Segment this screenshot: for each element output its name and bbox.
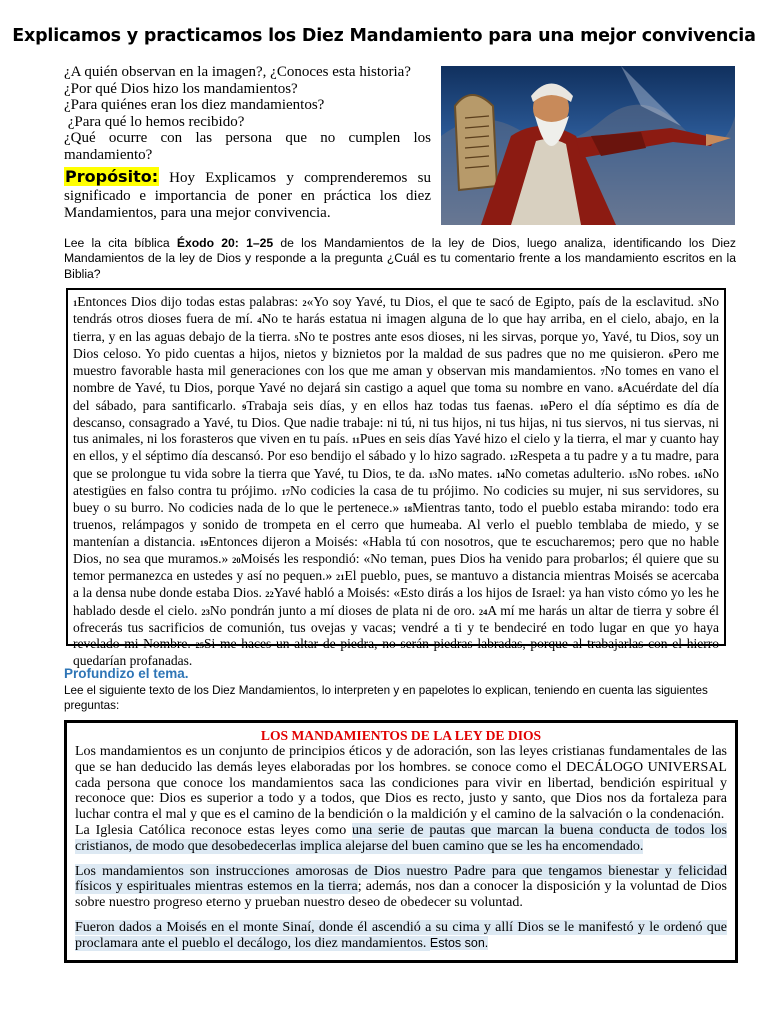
verse-text: No tendrás otros dioses fuera de mí.: [73, 294, 719, 327]
paragraph-catholic-church: [75, 823, 727, 855]
verse-text: No te harás estatua ni imagen alguna de lo que hay arriba, en el cielo, abajo, en la tierra, y en las aguas debajo de la tierra.: [73, 311, 719, 344]
verse-number: 7: [600, 367, 605, 377]
verse-number: 1: [73, 298, 78, 308]
verse-text: Pues en seis días Yavé hizo el cielo y la tierra, el mar y cuanto hay en ellos, y el séptimo día descansó. Por eso bendijo el sábado y lo hizo sagrado.: [73, 431, 719, 464]
verse-text: Pero me muestro favorable hasta mil generaciones con los que me aman y observan mis mandamientos.: [73, 345, 719, 378]
verse-text: No codicies la casa de tu prójimo. No codicies su mujer, ni sus servidores, su buey o su burro. No codicies nada de lo que le pertenece.»: [73, 482, 720, 515]
verse-number: 13: [428, 469, 438, 480]
verse-number: 15: [628, 469, 638, 480]
verse-text: No atestigües en falso contra tu prójimo.: [73, 465, 719, 498]
purpose-text: Hoy Explicamos y comprenderemos su significado e importancia de poner en práctica los diez Mandamientos, para una mejor convivencia.: [64, 170, 431, 221]
verse-text: Trabaja seis días, y en ellos haz todas tus faenas.: [246, 397, 540, 413]
verse-text: No mates.: [437, 465, 497, 481]
bible-citation: Éxodo 20: 1–25: [176, 236, 274, 250]
verse-text: A mí me harás un altar de tierra y sobre él ofrecerás tus sacrificios de comunión, tus ovejas y vacas; vendré a ti y te bendeciré en todo lugar en que yo haya revelado mi Nombre.: [73, 602, 720, 651]
question-item: ¿Por qué Dios hizo los mandamientos?: [64, 80, 298, 97]
paragraph-definition: Los mandamientos es un conjunto de principios éticos y de adoración, son las leyes cristianas fundamentales de las que se han deducido las demás leyes elaboradas por los hombres. se conoce como el DECÁLOGO UNIVERSAL cada persona que conoce los mandamientos saca las condiciones para vivir en libertad, bendición espiritual y reconoce que: Dios es superior a todo y a todos, que Dios es recto, justo y santo, que Dios nos da fortaleza para luchar contra el mal y que es el camino de la bendición o la maldición y el camino de la salvación o la condenación.: [75, 744, 727, 823]
highlighted-text: , de modo que desobedecerlas implica alejarse del buen camino que se les ha encomendado.: [128, 838, 644, 854]
verse-number: 24: [478, 606, 488, 617]
box-title: LOS MANDAMIENTOS DE LA LEY DE DIOS: [260, 728, 542, 743]
verse-number: 6: [668, 349, 674, 360]
commandments-text-box: [64, 720, 738, 963]
highlighted-text: una serie de pautas que marcan la buena conducta de todos los cristianos: [75, 822, 727, 854]
verse-text: No robes.: [637, 465, 694, 481]
verse-number: 8: [617, 384, 623, 395]
verse-text: No cometas adulterio.: [504, 465, 629, 481]
verse-number: 10: [539, 401, 549, 412]
verse-number: 4: [257, 315, 262, 326]
moses-with-tablets-icon: [441, 66, 735, 225]
verse-number: 23: [201, 606, 210, 617]
section-intro: Lee el siguiente texto de los Diez Mandamientos, lo interpreten y en papelotes lo explican, teniendo en cuenta las siguientes preguntas:: [64, 684, 708, 712]
verse-text: Mientras tanto, todo el pueblo estaba mirando: todo era truenos, relámpagos y sonido de trompeta en el cerro que humeaba. Al verlo el pueblo temblaba de miedo, y se mantenían a distancia.: [73, 500, 719, 549]
highlighted-text: Estos son.: [429, 935, 489, 950]
paragraph-text: ; además, nos dan a conocer la disposición y la voluntad de Dios sobre nuestro progreso eterno y prueban nuestro deseo de obedecer su voluntad.: [75, 879, 727, 911]
question-item: ¿Para quiénes eran los diez mandamientos?: [64, 97, 325, 114]
moses-illustration: [441, 66, 735, 225]
verse-text: Entonces dijeron a Moisés: «Habla tú con nosotros, que te escucharemos; pero que no hable Dios, no sea que muramos.»: [73, 533, 719, 566]
verse-text: No pondrán junto a mí dioses de plata ni de oro.: [209, 602, 479, 618]
verse-text: Entonces Dios dijo todas estas palabras:: [77, 294, 303, 309]
verse-number: 19: [199, 537, 209, 548]
verse-text: Pero el día séptimo es día de descanso, consagrado a Yavé, tu Dios. Que nadie trabaje: ni tú, ni tus hijos, ni tus hijas, ni tus siervos, ni tus siervas, ni tus animales, ni los forasteros que viven en tu país.: [73, 397, 719, 446]
verse-text: Si me haces un altar de piedra, no serán piedras labradas, porque al trabajarlas con el hierro quedarían profanadas.: [73, 636, 719, 669]
page-title: Explicamos y practicamos los Diez Mandamiento para una mejor convivencia: [12, 26, 756, 46]
verse-text: Yavé habló a Moisés: «Esto dirás a los hijos de Israel: ya han visto cómo yo les he hablado desde el cielo.: [73, 585, 719, 618]
question-item: ¿Para qué lo hemos recibido?: [64, 113, 245, 130]
verse-text: El pueblo, pues, se mantuvo a distancia mientras Moisés se acercaba a la densa nube donde estaba Dios.: [73, 568, 719, 601]
verse-text: Acuérdate del día del sábado, para santificarlo.: [73, 380, 720, 413]
purpose-label: Propósito:: [65, 167, 159, 186]
verse-number: 12: [509, 452, 518, 463]
paragraph-sinai: [75, 920, 727, 952]
instruction-text: de los Mandamientos de la ley de Dios, luego analiza, identificando los Diez Mandamientos de la ley de Dios y responde a la pregunta ¿Cuál es tu comentario frente a los mandamiento escritos en la Biblia?: [64, 236, 737, 281]
verse-number: 5: [294, 332, 299, 343]
verse-text: No te postres ante esos dioses, ni les sirvas, porque yo, Yavé, tu Dios, soy un Dios celoso. Yo pido cuentas a hijos, nietos y biznietos por la maldad de sus padres que no me quisieron.: [73, 328, 719, 361]
verse-text: Moisés les respondió: «No teman, pues Dios ha venido para probarlos; él quiere que su temor permanezca en ustedes y así no pequen.»: [73, 550, 719, 583]
verse-number: 11: [351, 435, 360, 445]
guiding-questions: [64, 64, 431, 164]
purpose-paragraph: [64, 168, 431, 223]
verse-text: «Yo soy Yavé, tu Dios, el que te sacó de Egipto, país de la esclavitud.: [306, 294, 699, 309]
verse-number: 22: [265, 589, 274, 600]
verse-number: 25: [195, 640, 205, 650]
verse-number: 18: [403, 504, 413, 514]
question-item: ¿A quién observan en la imagen?, ¿Conoces esta historia?: [64, 64, 411, 80]
verse-number: 3: [698, 298, 703, 308]
question-item: ¿Qué ocurre con las persona que no cumplen los mandamiento?: [64, 130, 431, 163]
instruction-text: Lee la cita bíblica: [64, 236, 177, 250]
section-heading: Profundizo el tema.: [64, 666, 189, 681]
verse-number: 2: [302, 298, 307, 308]
bible-passage-box: [66, 288, 726, 669]
paragraph-instructions: [75, 864, 727, 911]
verse-number: 14: [496, 469, 505, 480]
verse-number: 9: [242, 401, 247, 412]
reading-instruction: [64, 236, 736, 282]
verse-text: No tomes en vano el nombre de Yavé, tu Dios, porque Yavé no dejará sin castigo a aquel que toma su nombre en vano.: [73, 363, 719, 396]
paragraph-text: La Iglesia Católica reconoce estas leyes como: [75, 822, 353, 838]
highlighted-text: Fueron dados a Moisés en el monte Sinaí, donde él ascendió a su cima y allí Dios se le manifestó y le ordenó que proclamara ante el pueblo el decálogo, los diez mandamientos.: [75, 919, 727, 951]
verse-number: 21: [336, 572, 345, 582]
highlighted-text: Los mandamientos son instrucciones amorosas de Dios nuestro Padre para que tengamos bienestar y felicidad físicos y espirituales mientras estemos en la tierra: [75, 863, 727, 895]
verse-text: Respeta a tu padre y a tu madre, para que se prolongue tu vida sobre la tierra que Yavé, tu Dios, te da.: [73, 448, 719, 481]
verse-number: 20: [232, 554, 241, 565]
verse-number: 16: [694, 469, 703, 480]
verse-number: 17: [281, 486, 290, 497]
